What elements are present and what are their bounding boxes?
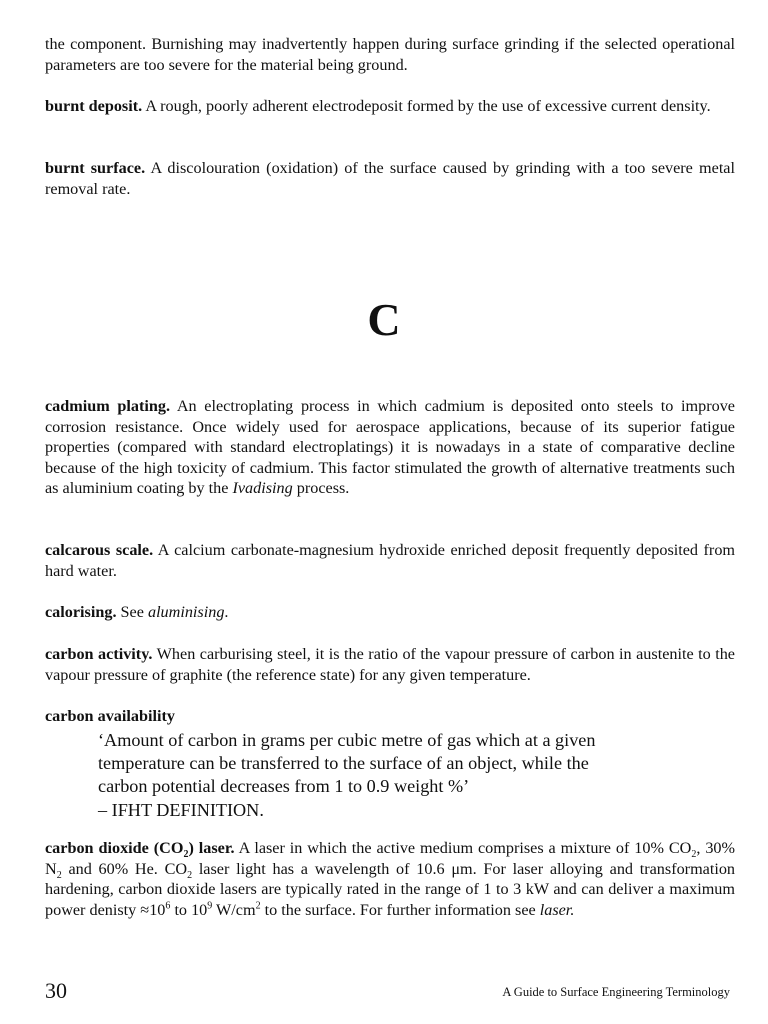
page-number: 30 <box>45 978 67 1003</box>
continued-text: the component. Burnishing may inadvertently happen during surface grinding if the selected operational parameters are too severe for the material being ground. <box>45 35 735 74</box>
entry-burnt-surface <box>45 158 735 199</box>
superscript: 9 <box>207 900 213 912</box>
entry-term: burnt surface. <box>45 159 146 177</box>
entry-term: carbon activity. <box>45 645 153 663</box>
term-part: carbon dioxide (CO <box>45 839 184 857</box>
definition-quote <box>98 729 735 823</box>
entry-calcarous-scale <box>45 540 735 581</box>
entry-cadmium-plating <box>45 396 735 499</box>
entry-tail: . <box>224 603 229 621</box>
definition-part: and 60% He. CO <box>68 859 188 878</box>
entry-definition: A calcium carbonate-magnesium hydroxide enriched deposit frequently deposited from hard water. <box>45 541 736 580</box>
subscript: 2 <box>691 849 697 861</box>
entry-definition: See <box>120 603 144 621</box>
section-letter-heading: C <box>367 294 401 345</box>
superscript: 6 <box>165 900 171 912</box>
entry-calorising <box>45 602 735 623</box>
quote-line: temperature can be transferred to the surface of an object, while the <box>98 753 589 773</box>
definition-part: to the surface. For further information see <box>264 900 536 919</box>
entry-term: carbon availability <box>45 707 175 725</box>
entry-italic-reference: laser. <box>539 900 575 919</box>
entry-term: calcarous scale. <box>45 541 154 559</box>
definition-part: , 30% N <box>45 839 736 878</box>
definition-part: laser light has a wavelength of 10.6 μm. For laser alloying and transformation hardening, carbon dioxide lasers are typically rated in the range of 1 to 3 kW and can deliver a maximum power denisty ≈10 <box>45 859 736 919</box>
term-part: ) laser. <box>188 839 235 857</box>
entry-term <box>45 839 235 861</box>
entry-term: cadmium plating. <box>45 397 171 415</box>
superscript: 2 <box>255 900 261 912</box>
entry-tail: process. <box>296 479 350 498</box>
definition-part: A laser in which the active medium comprises a mixture of 10% CO <box>238 839 692 857</box>
entry-burnt-deposit <box>45 96 735 117</box>
subscript: 2 <box>187 869 193 881</box>
entry-definition: A rough, poorly adherent electrodeposit formed by the use of excessive current density. <box>145 97 711 115</box>
quote-line: carbon potential decreases from 1 to 0.9 weight %’ <box>98 776 470 797</box>
entry-italic-reference: aluminising <box>147 603 225 621</box>
subscript: 2 <box>56 869 62 881</box>
entry-co2-laser <box>45 838 735 920</box>
subscript: 2 <box>183 849 189 861</box>
quote-attribution: – IFHT DEFINITION. <box>98 799 264 820</box>
entry-carbon-availability <box>45 706 735 822</box>
entry-term: calorising. <box>45 603 117 621</box>
definition-part: to 10 <box>174 900 208 919</box>
entry-term: burnt deposit. <box>45 97 143 115</box>
entry-carbon-activity <box>45 644 735 685</box>
definition-part: W/cm <box>216 900 256 919</box>
running-footer-title: A Guide to Surface Engineering Terminology <box>502 985 730 999</box>
entry-definition: An electroplating process in which cadmium is deposited onto steels to improve corrosion resistance. Once widely used for aerospace applications, because of its superior fatigue properties (compared with standard electroplatings) it is nowadays in a state of comparative decline because of the high toxicity of cadmium. This factor stimulated the growth of alternative treatments such as aluminium coating by the <box>45 397 735 498</box>
entry-italic-reference: Ivadising <box>232 479 293 498</box>
entry-definition: When carburising steel, it is the ratio of the vapour pressure of carbon in austenite to the vapour pressure of graphite (the reference state) for any given temperature. <box>45 645 735 684</box>
continued-paragraph <box>45 34 735 75</box>
quote-line: ‘Amount of carbon in grams per cubic metre of gas which at a given <box>98 729 596 750</box>
entry-definition: A discolouration (oxidation) of the surface caused by grinding with a too severe metal removal rate. <box>45 159 735 198</box>
